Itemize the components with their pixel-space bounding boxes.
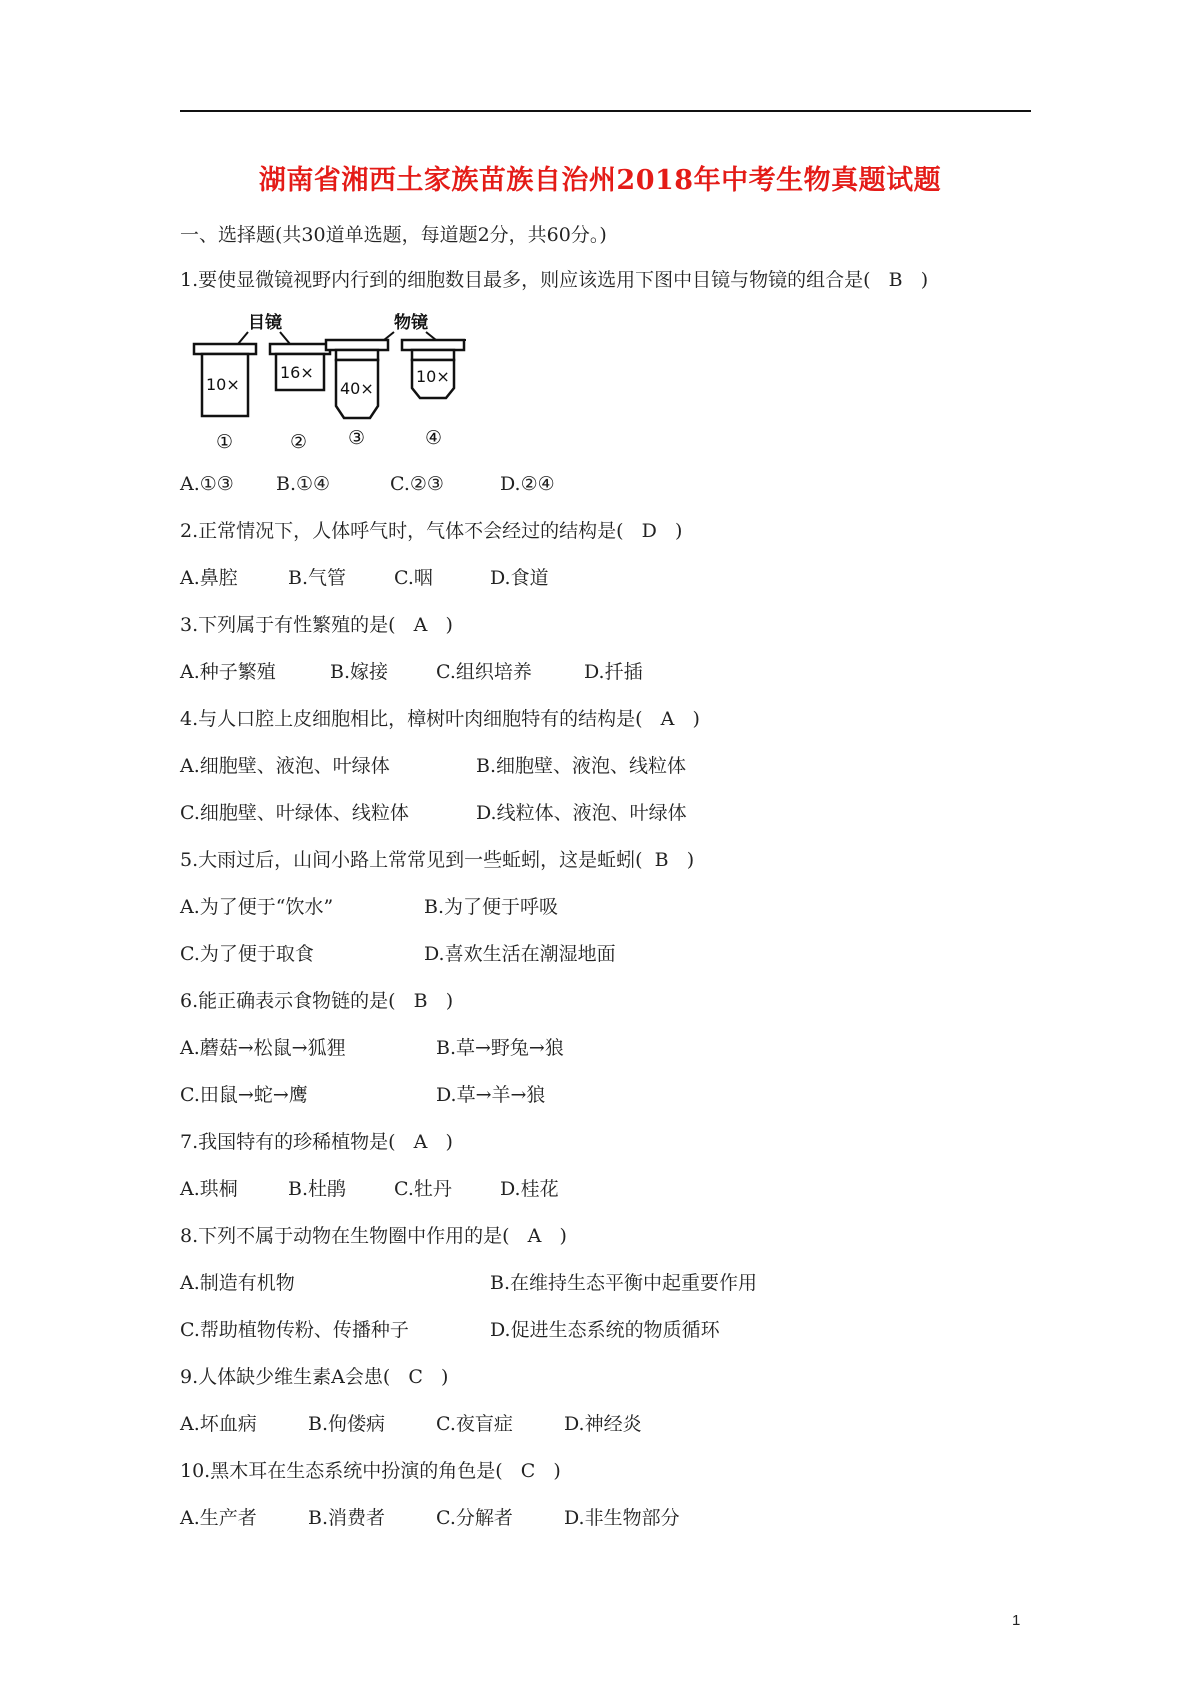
q2-option-d: D.食道 xyxy=(490,567,549,589)
q10-option-d: D.非生物部分 xyxy=(564,1507,680,1529)
lens-number-3: ③ xyxy=(348,427,366,449)
q7-option-c: C.牡丹 xyxy=(394,1178,452,1200)
q10-option-c: C.分解者 xyxy=(436,1507,513,1529)
q7-option-d: D.桂花 xyxy=(500,1178,559,1200)
q6-option-c: C.田鼠→蛇→鹰 xyxy=(180,1084,308,1106)
eyepiece-lens-2 xyxy=(270,344,330,390)
question-8: 8.下列不属于动物在生物圈中作用的是( A ) xyxy=(180,1225,567,1247)
lens-1-label: 10× xyxy=(206,375,240,394)
q8-option-b: B.在维持生态平衡中起重要作用 xyxy=(490,1272,758,1294)
eyepiece-lens-1 xyxy=(194,344,256,416)
q6-option-b: B.草→野兔→狼 xyxy=(436,1037,564,1059)
q3-option-b: B.嫁接 xyxy=(330,661,389,683)
question-4: 4.与人口腔上皮细胞相比，樟树叶肉细胞特有的结构是( A ) xyxy=(180,708,700,730)
q8-option-a: A.制造有机物 xyxy=(180,1272,295,1294)
lens-2-label: 16× xyxy=(280,363,314,382)
q5-option-b: B.为了便于呼吸 xyxy=(424,896,559,918)
objective-label: 物镜 xyxy=(394,313,428,333)
q9-option-b: B.佝偻病 xyxy=(308,1413,386,1435)
header-rule xyxy=(180,110,1031,112)
q7-option-b: B.杜鹃 xyxy=(288,1178,347,1200)
q5-option-c: C.为了便于取食 xyxy=(180,943,314,965)
q5-option-a: A.为了便于“饮水” xyxy=(180,896,334,918)
eyepiece-label: 目镜 xyxy=(248,313,282,333)
q2-option-a: A.鼻腔 xyxy=(180,567,238,589)
lens-number-2: ② xyxy=(290,431,308,453)
q1-option-b: B.①④ xyxy=(276,473,331,495)
question-3: 3.下列属于有性繁殖的是( A ) xyxy=(180,614,453,636)
q1-option-a: A.①③ xyxy=(180,473,234,495)
q8-option-c: C.帮助植物传粉、传播种子 xyxy=(180,1319,409,1341)
page-number: 1 xyxy=(1012,1612,1021,1629)
q2-option-b: B.气管 xyxy=(288,567,347,589)
q6-option-d: D.草→羊→狼 xyxy=(436,1084,546,1106)
question-6: 6.能正确表示食物链的是( B ) xyxy=(180,990,454,1012)
question-1: 1.要使显微镜视野内行到的细胞数目最多，则应该选用下图中目镜与物镜的组合是( B ) xyxy=(180,269,929,291)
question-5: 5.大雨过后，山间小路上常常见到一些蚯蚓，这是蚯蚓( B ) xyxy=(180,849,695,871)
q9-option-c: C.夜盲症 xyxy=(436,1413,513,1435)
q10-option-b: B.消费者 xyxy=(308,1507,386,1529)
q10-option-a: A.生产者 xyxy=(180,1507,257,1529)
q3-option-a: A.种子繁殖 xyxy=(180,661,276,683)
q4-option-d: D.线粒体、液泡、叶绿体 xyxy=(476,802,687,824)
lens-number-1: ① xyxy=(216,431,234,453)
objective-lens-3 xyxy=(326,340,388,418)
q5-option-d: D.喜欢生活在潮湿地面 xyxy=(424,943,616,965)
question-9: 9.人体缺少维生素A会患( C ) xyxy=(180,1366,449,1388)
question-10: 10.黑木耳在生态系统中扮演的角色是( C ) xyxy=(180,1460,561,1482)
q1-option-c: C.②③ xyxy=(390,473,444,495)
lens-4-label: 10× xyxy=(416,367,450,386)
q4-option-b: B.细胞壁、液泡、线粒体 xyxy=(476,755,687,777)
page-title: 湖南省湘西土家族苗族自治州2018年中考生物真题试题 xyxy=(258,165,942,196)
objective-lens-4 xyxy=(402,340,464,398)
lens-number-4: ④ xyxy=(425,427,443,449)
q9-option-a: A.坏血病 xyxy=(180,1413,257,1435)
microscope-lens-figure xyxy=(180,310,505,458)
q4-option-c: C.细胞壁、叶绿体、线粒体 xyxy=(180,802,409,824)
q9-option-d: D.神经炎 xyxy=(564,1413,642,1435)
section-heading: 一、选择题(共30道单选题，每道题2分，共60分。) xyxy=(180,224,607,246)
q6-option-a: A.蘑菇→松鼠→狐狸 xyxy=(180,1037,346,1059)
q3-option-c: C.组织培养 xyxy=(436,661,532,683)
question-2: 2.正常情况下，人体呼气时，气体不会经过的结构是( D ) xyxy=(180,520,683,542)
question-7: 7.我国特有的珍稀植物是( A ) xyxy=(180,1131,453,1153)
q4-option-a: A.细胞壁、液泡、叶绿体 xyxy=(180,755,390,777)
q1-option-d: D.②④ xyxy=(500,473,555,495)
q2-option-c: C.咽 xyxy=(394,567,433,589)
lens-3-label: 40× xyxy=(340,379,374,398)
q7-option-a: A.珙桐 xyxy=(180,1178,238,1200)
q8-option-d: D.促进生态系统的物质循环 xyxy=(490,1319,720,1341)
q3-option-d: D.扦插 xyxy=(584,661,643,683)
